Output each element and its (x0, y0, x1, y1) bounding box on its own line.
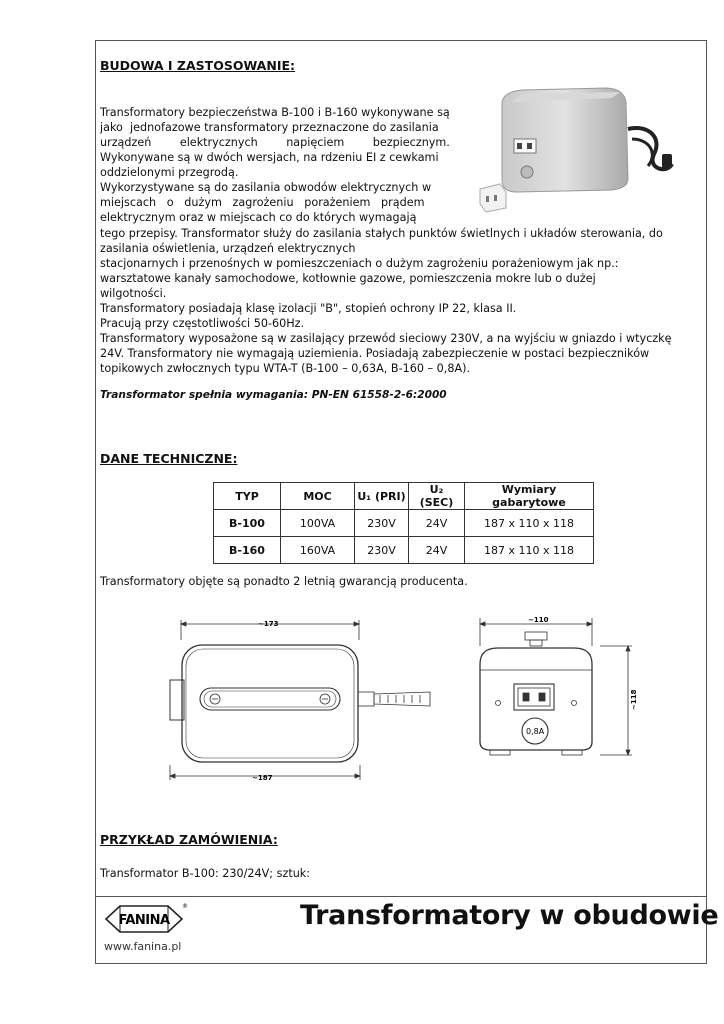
col-header-power: MOC (281, 483, 355, 510)
cell-u1: 230V (355, 510, 409, 537)
col-header-u1: U₁ (PRI) (355, 483, 409, 510)
table-header-row (214, 483, 594, 510)
cell-dimensions: 187 x 110 x 118 (465, 537, 594, 564)
text-line: elektrycznym oraz w miejscach co do których wymagają (100, 211, 417, 224)
text-line: oddzielonymi przegrodą. (100, 166, 239, 179)
dim-top-label: ~173 (258, 620, 279, 628)
transformer-photo (472, 84, 682, 224)
drawing-top-view (160, 610, 430, 790)
text-line: zasilania oświetlenia, urządzeń elektrycznych (100, 242, 356, 255)
section-heading-order: PRZYKŁAD ZAMÓWIENIA: (100, 832, 278, 847)
technical-data-table (213, 482, 594, 564)
registered-mark: ® (182, 903, 188, 910)
text-line: jako jednofazowe transformatory przeznaczone do zasilania (100, 121, 439, 134)
col-header-type: TYP (214, 483, 281, 510)
text-line: Transformatory wyposażone są w zasilający przewód sieciowy 230V, a na wyjściu w gniazdo i wtyczkę (100, 332, 672, 345)
text-line: 24V. Transformatory nie wymagają uziemienia. Posiadają zabezpieczenie w postaci bezpieczników (100, 347, 650, 360)
drawing-side-view (470, 610, 640, 760)
cell-u1: 230V (355, 537, 409, 564)
text-line: Transformatory bezpieczeństwa B-100 i B-160 wykonywane są (100, 106, 450, 119)
col-header-u2: U₂ (SEC) (409, 483, 465, 510)
document-title: Transformatory w obudowie (300, 900, 719, 931)
text-line: warsztatowe kanały samochodowe, kotłownie gazowe, pomieszczenia mokre lub o dużej (100, 272, 596, 285)
fanina-logo (104, 902, 188, 936)
warranty-text: Transformatory objęte są ponadto 2 letnią gwarancją producenta. (100, 575, 468, 588)
cell-dimensions: 187 x 110 x 118 (465, 510, 594, 537)
website-url: www.fanina.pl (104, 940, 182, 953)
text-line: Wykorzystywane są do zasilania obwodów elektrycznych w (100, 181, 432, 194)
text-line: Wykonywane są w dwóch wersjach, na rdzeniu EI z cewkami (100, 151, 439, 164)
order-example-text: Transformator B-100: 230/24V; sztuk: (100, 867, 311, 880)
footer-divider (95, 896, 707, 897)
dim-bottom-label: ~187 (252, 774, 273, 782)
text-line: miejscach o dużym zagrożeniu porażeniem prądem (100, 196, 425, 209)
text-line: stacjonarnych i przenośnych w pomieszczeniach o dużym zagrożeniu porażeniowym jak np.: (100, 257, 619, 270)
cell-power: 100VA (281, 510, 355, 537)
text-line: urządzeń elektrycznych napięciem bezpiecznym. (100, 136, 450, 149)
text-line: tego przepisy. Transformator służy do zasilania stałych punktów świetlnych i układów sterowania, do (100, 227, 663, 240)
cell-type: B-100 (214, 510, 281, 537)
cell-power: 160VA (281, 537, 355, 564)
text-line: Pracują przy częstotliwości 50-60Hz. (100, 317, 305, 330)
col-header-dimensions: Wymiary gabarytowe (465, 483, 594, 510)
section-heading-construction: BUDOWA I ZASTOSOWANIE: (100, 58, 296, 73)
table-row (214, 510, 594, 537)
cell-u2: 24V (409, 510, 465, 537)
fuse-label: 0,8A (526, 727, 545, 736)
cell-u2: 24V (409, 537, 465, 564)
section-heading-technical: DANE TECHNICZNE: (100, 451, 238, 466)
table-row (214, 537, 594, 564)
logo-text: FANINA (118, 913, 170, 928)
standard-requirement: Transformator spełnia wymagania: PN-EN 61558-2-6:2000 (100, 389, 447, 401)
dim-width-label: ~110 (528, 616, 549, 624)
text-line: Transformatory posiadają klasę izolacji "B", stopień ochrony IP 22, klasa II. (100, 302, 517, 315)
text-line: wilgotności. (100, 287, 167, 300)
text-line: topikowych zwłocznych typu WTA-T (B-100 – 0,63A, B-160 – 0,8A). (100, 362, 471, 375)
cell-type: B-160 (214, 537, 281, 564)
dim-height-label: ~118 (630, 689, 638, 710)
